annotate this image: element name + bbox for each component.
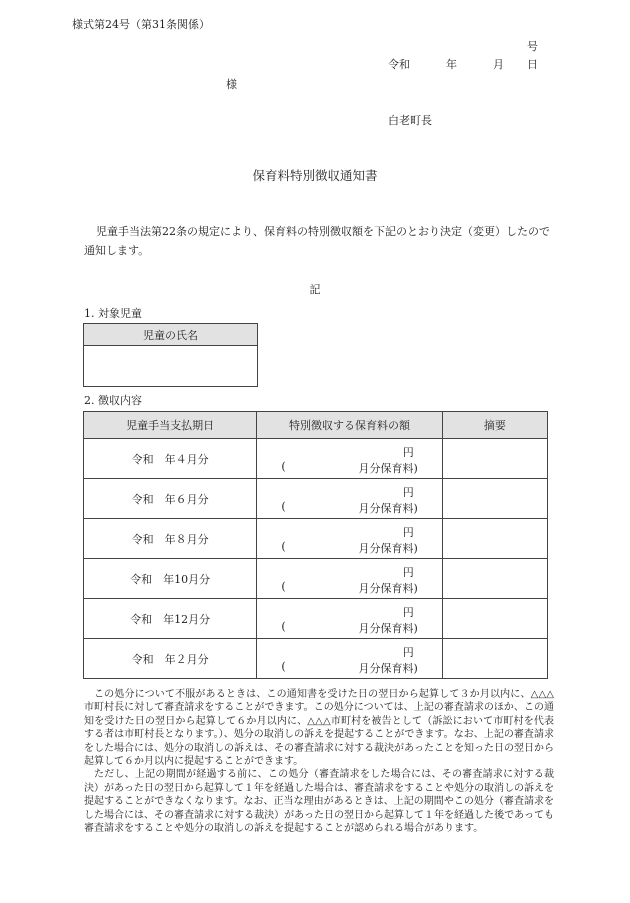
paren-open: ( [281,580,286,593]
remarks-cell [442,439,547,479]
table-row [84,519,548,559]
table-row [84,639,548,679]
child-name-cell [84,346,258,387]
payment-period: 令和 年10月分 [84,559,257,599]
date-day: 日 [527,58,538,71]
yen-label: 円 [402,646,414,659]
payment-period: 令和 年12月分 [84,599,257,639]
payment-period: 令和 年４月分 [84,439,257,479]
remarks-cell [442,479,547,519]
yen-label: 円 [402,486,414,499]
amount-cell [257,599,442,639]
payment-period: 令和 年８月分 [84,519,257,559]
intro-text: 児童手当法第22条の規定により、保育料の特別徴収額を下記のとおり決定（変更）したので通知します。 [84,225,550,257]
notice-paragraph-2: ただし、上記の期間が経過する前に、この処分（審査請求をした場合には、その審査請求に対する裁決）があった日の翌日から起算して１年を経過した場合は、審査請求をすることや処分の取消しの訴えを提起することができなくなります。なお、正当な理由があるときは、上記の期間やこの処分（審査請求をした場合には、その審査請求に対する裁決）があった日の翌日から起算して１年を経過した後であっても審査請求をすることや処分の取消しの訴えを提起することが認められる場合があります。 [84,769,554,835]
section1-heading: 1. 対象児童 [84,307,142,320]
monthly-label: 月分保育料) [358,462,418,475]
amount-cell [257,519,442,559]
remarks-header: 摘要 [442,412,547,439]
paren-open: ( [281,500,286,513]
amount-header: 特別徴収する保育料の額 [257,412,442,439]
date-month: 月 [493,58,504,71]
payment-date-header: 児童手当支払期日 [84,412,257,439]
yen-label: 円 [402,566,414,579]
addressee-suffix: 様 [226,78,237,91]
amount-cell [257,559,442,599]
child-name-header: 児童の氏名 [84,324,258,346]
table-row [84,479,548,519]
paren-open: ( [281,460,286,473]
table-row [84,599,548,639]
document-number-label: 号 [527,40,538,53]
yen-label: 円 [402,446,414,459]
date-year: 年 [446,58,457,71]
remarks-cell [442,599,547,639]
payment-period: 令和 年２月分 [84,639,257,679]
section2-heading: 2. 徴収内容 [84,394,142,407]
appeal-notice [84,688,554,835]
yen-label: 円 [402,606,414,619]
date-era: 令和 [388,58,410,71]
document-title: 保育料特別徴収通知書 [252,168,378,183]
amount-cell [257,639,442,679]
monthly-label: 月分保育料) [358,542,418,555]
notice-paragraph-1: この処分について不服があるときは、この通知書を受けた日の翌日から起算して３か月以内に、△△△市町村長に対して審査請求をすることができます。この処分については、上記の審査請求のほか、この通知を受けた日の翌日から起算して６か月以内に、△△△市町村を被告として（訴訟において市町村を代表する者は市町村長となります。）、処分の取消しの訴えを提起することができます。なお、上記の審査請求をした場合には、処分の取消しの訴えは、その審査請求に対する裁決があったことを知った日の翌日から起算して６か月以内に提起することができます。 [84,689,554,768]
table-header-row [84,412,548,439]
amount-cell [257,439,442,479]
paren-open: ( [281,540,286,553]
remarks-cell [442,519,547,559]
monthly-label: 月分保育料) [358,622,418,635]
monthly-label: 月分保育料) [358,582,418,595]
table-row [84,439,548,479]
ki-marker: 記 [309,283,321,296]
yen-label: 円 [402,526,414,539]
form-number: 様式第24号（第31条関係） [72,18,210,31]
child-table [83,323,258,387]
amount-cell [257,479,442,519]
monthly-label: 月分保育料) [358,662,418,675]
paren-open: ( [281,620,286,633]
collection-table [83,411,548,679]
remarks-cell [442,559,547,599]
issuer: 白老町長 [388,114,432,127]
table-row [84,559,548,599]
remarks-cell [442,639,547,679]
payment-period: 令和 年６月分 [84,479,257,519]
monthly-label: 月分保育料) [358,502,418,515]
paren-open: ( [281,660,286,673]
